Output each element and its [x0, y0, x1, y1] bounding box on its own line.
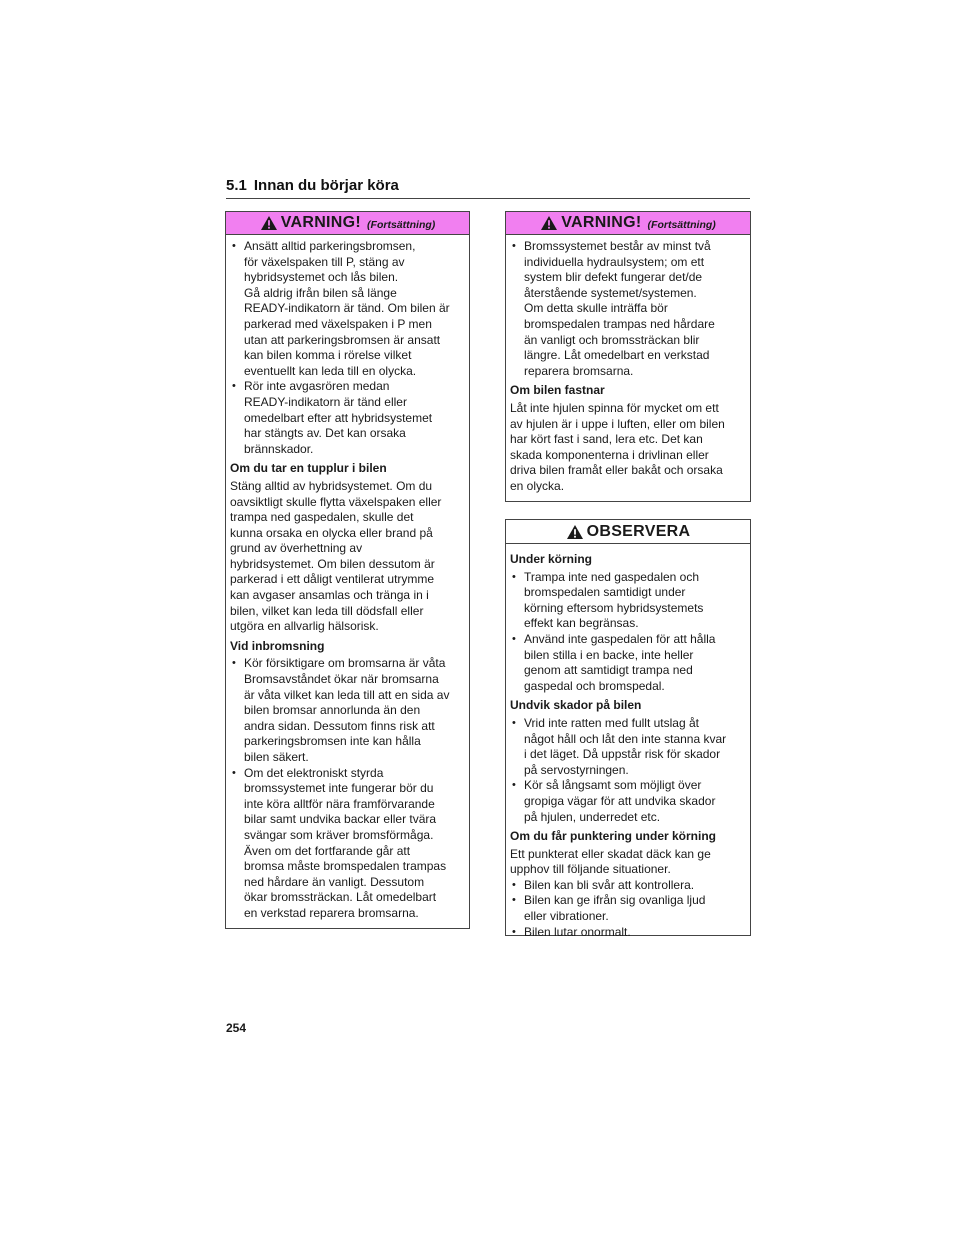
warning-triangle-icon [540, 215, 558, 231]
notice-title: OBSERVERA [586, 523, 691, 540]
text-line: kunna orsaka en olycka eller brand på [230, 525, 433, 540]
text-line: READY-indikatorn är tänd eller [244, 394, 407, 409]
text-line: upphov till följande situationer. [510, 862, 671, 877]
text-line: bilar samt undvika backar eller tvära [244, 812, 437, 827]
subheading: Undvik skador på bilen [510, 698, 642, 713]
text-line: brännskador. [244, 441, 314, 456]
text-line: • Bilen kan ge ifrån sig ovanliga ljud [524, 893, 706, 908]
text-line: Låt inte hjulen spinna för mycket om ett [510, 400, 719, 415]
text-line: • Rör inte avgasrören medan [244, 379, 390, 394]
text-line: • Om det elektroniskt styrda [244, 765, 384, 780]
bullet-item [510, 893, 746, 924]
text-line: bilen, vilket kan leda till dödsfall eller [230, 603, 424, 618]
section-number: 5.1 [226, 177, 247, 194]
text-line: • Bilen kan bli svår att kontrollera. [524, 877, 695, 892]
text-line: gaspedal och bromspedal. [524, 678, 665, 693]
text-line: har stängts av. Det kan orsaka [244, 426, 406, 441]
text-line: parkeringsbromsen inte kan hålla [244, 734, 421, 749]
bullet-item [510, 570, 746, 632]
text-line: inte köra alltför nära framförvarande [244, 796, 435, 811]
text-line: eller vibrationer. [524, 909, 609, 924]
bullet-item [510, 239, 746, 379]
continued-label: (Fortsättning) [367, 219, 436, 231]
text-line: grund av överhettning av [230, 541, 363, 556]
text-line: på servostyrningen. [524, 762, 629, 777]
warning-title: VARNING! [280, 214, 362, 231]
text-line: hybridsystemet. Om bilen dessutom är [230, 556, 435, 571]
text-line: Även om det fortfarande går att [244, 843, 411, 858]
text-line: oavsiktligt skulle flytta växelspaken eller [230, 494, 442, 509]
warning-header [226, 212, 469, 235]
subheading: Om bilen fastnar [510, 383, 605, 398]
text-line: en verkstad reparera bromsarna. [244, 905, 419, 920]
text-line: system blir defekt fungerar det/de [524, 270, 703, 285]
text-line: gropiga vägar för att undvika skador [524, 793, 716, 808]
text-line: återstående systemet/systemen. [524, 285, 697, 300]
text-line: i det läget. Då uppstår risk för skador [524, 747, 721, 762]
text-line: kan avgaser ansamlas och tränga in i [230, 588, 429, 603]
text-line: för växelspaken till P, stäng av [244, 254, 405, 269]
text-line: • Trampa inte ned gaspedalen och [524, 569, 700, 584]
warning-triangle-icon [260, 215, 278, 231]
text-line: bilen säkert. [244, 750, 309, 764]
text-line: bromssystemet inte fungerar bör du [244, 781, 434, 796]
subheading: Om du tar en tupplur i bilen [230, 461, 387, 476]
bullet-item [230, 766, 465, 922]
text-line: • Bromssystemet består av minst två [524, 239, 711, 253]
text-line: reparera bromsarna. [524, 363, 634, 378]
text-line: bilen bromsar annorlunda än den [244, 703, 421, 718]
warning-triangle-icon [566, 524, 584, 540]
text-line: Bromsavståndet ökar när bromsarna [244, 672, 439, 687]
text-line: är våta vilket kan leda till att en sida av [244, 687, 450, 702]
bullet-item [510, 878, 746, 894]
text-line: längre. Låt omedelbart en verkstad [524, 348, 710, 363]
text-line: Gå aldrig ifrån bilen så länge [244, 285, 397, 300]
bullet-item [510, 632, 746, 694]
text-line: svängar som kräver bromsförmåga. [244, 827, 434, 842]
section-title: Innan du börjar köra [253, 177, 399, 194]
text-line: parkerad med växelspaken i P men [244, 316, 432, 331]
subheading: Vid inbromsning [230, 638, 325, 653]
text-line: READY-indikatorn är tänd. Om bilen är [244, 301, 450, 316]
bullet-item [230, 379, 465, 457]
text-line: bromspedalen trampas ned hårdare [524, 316, 715, 331]
text-line: andra sidan. Dessutom finns risk att [244, 718, 435, 733]
text-line: omedelbart efter att hybridsystemet [244, 410, 433, 425]
text-line: bilen stilla i en backe, inte heller [524, 647, 694, 662]
text-line: eventuellt kan leda till en olycka. [244, 363, 417, 378]
bullet-item [230, 239, 465, 379]
text-line: genom att samtidigt trampa ned [524, 663, 693, 678]
bullet-item [510, 925, 746, 941]
text-line: • Använd inte gaspedalen för att hålla [524, 631, 716, 646]
bullet-item [230, 656, 465, 765]
text-line: trampa ned gaspedalen, skulle det [230, 510, 414, 525]
text-line: skada komponenterna i drivlinan eller [510, 447, 709, 462]
text-line: utan att parkeringsbromsen är ansatt [244, 332, 441, 347]
text-line: • Vrid inte ratten med fullt utslag åt [524, 715, 699, 730]
bullet-item [510, 716, 746, 778]
text-line: något håll och låt den inte stanna kvar [524, 731, 727, 746]
bullet-item [510, 778, 746, 825]
text-line: hybridsystemet och lås bilen. [244, 270, 399, 285]
section-heading [226, 176, 750, 199]
text-line: utgöra en allvarlig hälsorisk. [230, 619, 379, 634]
text-line: Stäng alltid av hybridsystemet. Om du [230, 478, 433, 493]
paragraph [510, 401, 746, 495]
text-line: Om detta skulle inträffa bör [524, 301, 668, 316]
paragraph [230, 479, 465, 635]
notice-header [506, 520, 750, 544]
page-number: 254 [226, 1021, 247, 1035]
text-line: ökar bromssträckan. Låt omedelbart [244, 890, 437, 905]
text-line: körning eftersom hybridsystemets [524, 600, 704, 615]
text-line: av hjulen är i uppe i luften, eller om bilen [510, 416, 725, 431]
text-line: parkerad i ett dåligt ventilerat utrymme [230, 572, 435, 587]
text-line: driva bilen framåt eller bakåt och orsaka [510, 463, 723, 478]
text-line: effekt kan begränsas. [524, 616, 639, 631]
text-line: har kört fast i sand, lera etc. Det kan [510, 432, 703, 447]
notice-box [505, 519, 751, 939]
text-line: på hjulen, underredet etc. [524, 809, 661, 824]
text-line: en olycka. [510, 478, 565, 493]
warning-box-left [225, 211, 470, 929]
text-line: kan bilen komma i rörelse vilket [244, 348, 412, 363]
text-line: individuella hydraulsystem; om ett [524, 254, 705, 269]
paragraph [510, 847, 746, 878]
text-line: ned hårdare än vanligt. Dessutom [244, 874, 425, 889]
text-line: • Kör så långsamt som möjligt över [524, 778, 702, 793]
continued-label: (Fortsättning) [647, 219, 716, 231]
text-line: • Bilen lutar onormalt. [524, 924, 631, 939]
text-line: bromspedalen samtidigt under [524, 585, 686, 600]
warning-title: VARNING! [561, 214, 642, 231]
text-line: än vanligt och bromssträckan blir [524, 332, 700, 347]
subheading: Under körning [510, 552, 593, 566]
text-line: Ett punkterat eller skadat däck kan ge [510, 846, 711, 861]
warning-header [506, 212, 750, 235]
text-line: • Kör försiktigare om bromsarna är våta [244, 656, 446, 671]
text-line: bromsa måste bromspedalen trampas [244, 859, 447, 874]
warning-box-right [505, 211, 751, 502]
text-line: • Ansätt alltid parkeringsbromsen, [244, 239, 416, 253]
subheading: Om du får punktering under körning [510, 829, 717, 844]
